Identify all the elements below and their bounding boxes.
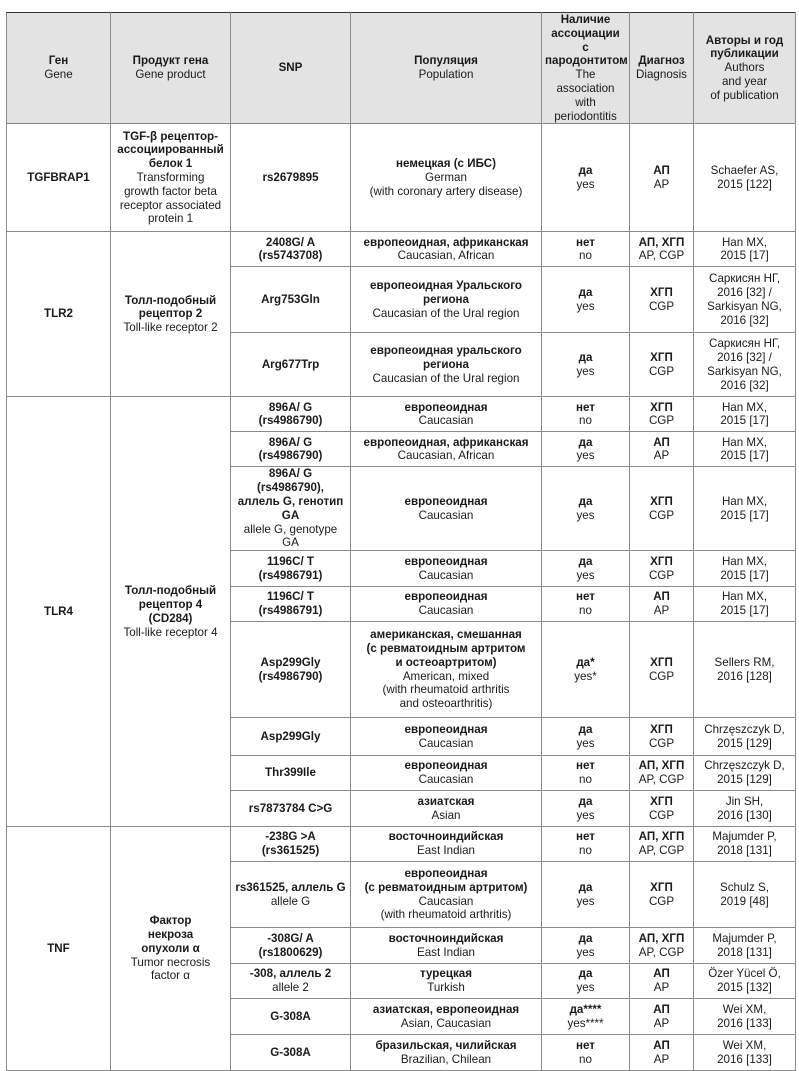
header-association: Наличие ассоциации с пародонтитом The association with periodontitis (542, 13, 630, 124)
snp-cell: Asp299Gly (231, 718, 351, 756)
population-cell: американская, смешанная (с ревматоидным артритом и остеоартритом) American, mixed (with rheumatoid arthritis and osteoarthritis) (351, 622, 542, 718)
header-snp: SNP (231, 13, 351, 124)
authors-cell: Саркисян НГ, 2016 [32] / Sarkisyan NG, 2016 [32] (694, 333, 796, 397)
population-cell: европеоидная Caucasian (351, 397, 542, 432)
association-cell: да yes (542, 791, 630, 827)
population-cell: азиатская, европеоидная Asian, Caucasian (351, 999, 542, 1035)
snp-cell: rs7873784 C>G (231, 791, 351, 827)
snp-cell: 896A/ G (rs4986790), аллель G, генотип GA allele G, genotype GA (231, 467, 351, 551)
product-cell-tlr2: Толл-подобный рецептор 2 Toll-like receptor 2 (111, 232, 231, 397)
authors-cell: Majumder P, 2018 [131] (694, 827, 796, 862)
gene-cell-tnf: TNF (7, 827, 111, 1071)
association-cell: да* yes* (542, 622, 630, 718)
authors-cell: Wei XM, 2016 [133] (694, 1035, 796, 1071)
population-cell: европеоидная Caucasian (351, 467, 542, 551)
header-population: Популяция Population (351, 13, 542, 124)
header-gene: Ген Gene (7, 13, 111, 124)
authors-cell: Саркисян НГ, 2016 [32] / Sarkisyan NG, 2016 [32] (694, 267, 796, 333)
snp-cell: rs2679895 (231, 124, 351, 232)
diagnosis-cell: ХГП CGP (630, 333, 694, 397)
diagnosis-cell: ХГП CGP (630, 467, 694, 551)
association-cell: нет no (542, 756, 630, 791)
population-cell: европеоидная Caucasian (351, 718, 542, 756)
snp-cell: Thr399Ile (231, 756, 351, 791)
association-cell: нет no (542, 587, 630, 622)
diagnosis-cell: ХГП CGP (630, 267, 694, 333)
association-cell: да**** yes**** (542, 999, 630, 1035)
association-cell: нет no (542, 397, 630, 432)
diagnosis-cell: ХГП CGP (630, 397, 694, 432)
association-cell: да yes (542, 862, 630, 928)
population-cell: азиатская Asian (351, 791, 542, 827)
association-cell: да yes (542, 432, 630, 467)
population-cell: турецкая Turkish (351, 964, 542, 999)
diagnosis-cell: ХГП CGP (630, 718, 694, 756)
population-cell: восточноиндийская East Indian (351, 928, 542, 964)
snp-cell: -308G/ A (rs1800629) (231, 928, 351, 964)
association-cell: да yes (542, 718, 630, 756)
authors-cell: Schulz S, 2019 [48] (694, 862, 796, 928)
association-cell: да yes (542, 333, 630, 397)
table-row (7, 124, 796, 232)
diagnosis-cell: АП AP (630, 124, 694, 232)
snp-cell: G-308A (231, 999, 351, 1035)
authors-cell: Jin SH, 2016 [130] (694, 791, 796, 827)
authors-cell: Han MX, 2015 [17] (694, 587, 796, 622)
diagnosis-cell: ХГП CGP (630, 622, 694, 718)
association-cell: да yes (542, 467, 630, 551)
table-row (7, 397, 796, 432)
diagnosis-cell: АП AP (630, 999, 694, 1035)
authors-cell: Schaefer AS, 2015 [122] (694, 124, 796, 232)
authors-cell: Özer Yücel Ö, 2015 [132] (694, 964, 796, 999)
population-cell: европеоидная Caucasian (351, 587, 542, 622)
diagnosis-cell: АП AP (630, 964, 694, 999)
snp-cell: G-308A (231, 1035, 351, 1071)
gene-snp-table (6, 12, 796, 1071)
authors-cell: Han MX, 2015 [17] (694, 551, 796, 587)
association-cell: да yes (542, 551, 630, 587)
snp-cell: 896A/ G (rs4986790) (231, 397, 351, 432)
snp-cell: -238G >A (rs361525) (231, 827, 351, 862)
diagnosis-cell: АП, ХГП AP, CGP (630, 756, 694, 791)
authors-cell: Han MX, 2015 [17] (694, 467, 796, 551)
authors-cell: Han MX, 2015 [17] (694, 232, 796, 267)
association-cell: нет no (542, 1035, 630, 1071)
snp-cell: 896A/ G (rs4986790) (231, 432, 351, 467)
association-cell: да yes (542, 267, 630, 333)
header-authors: Авторы и год публикации Authors and year of publication (694, 13, 796, 124)
product-cell-tlr4: Толл-подобный рецептор 4 (CD284) Toll-like receptor 4 (111, 397, 231, 827)
snp-cell: Asp299Gly (rs4986790) (231, 622, 351, 718)
diagnosis-cell: АП AP (630, 432, 694, 467)
snp-cell: 1196C/ T (rs4986791) (231, 551, 351, 587)
gene-cell-tlr2: TLR2 (7, 232, 111, 397)
authors-cell: Chrzęszczyk D, 2015 [129] (694, 756, 796, 791)
diagnosis-cell: ХГП CGP (630, 551, 694, 587)
population-cell: европеоидная Уральского региона Caucasian of the Ural region (351, 267, 542, 333)
authors-cell: Han MX, 2015 [17] (694, 432, 796, 467)
gene-cell-tgfbrap1: TGFBRAP1 (7, 124, 111, 232)
diagnosis-cell: АП AP (630, 1035, 694, 1071)
authors-cell: Han MX, 2015 [17] (694, 397, 796, 432)
population-cell: европеоидная Caucasian (351, 756, 542, 791)
product-cell-tnf: Фактор некроза опухоли α Tumor necrosis factor α (111, 827, 231, 1071)
header-diagnosis: Диагноз Diagnosis (630, 13, 694, 124)
snp-cell: Arg753Gln (231, 267, 351, 333)
gene-cell-tlr4: TLR4 (7, 397, 111, 827)
table-row (7, 232, 796, 267)
population-cell: немецкая (с ИБС) German (with coronary artery disease) (351, 124, 542, 232)
diagnosis-cell: АП, ХГП AP, CGP (630, 232, 694, 267)
snp-cell: 2408G/ A (rs5743708) (231, 232, 351, 267)
diagnosis-cell: АП, ХГП AP, CGP (630, 928, 694, 964)
diagnosis-cell: АП AP (630, 587, 694, 622)
table-row (7, 827, 796, 862)
product-cell-tgfbrap1: TGF-β рецептор- ассоциированный белок 1 Transforming growth factor beta receptor associated protein 1 (111, 124, 231, 232)
population-cell: восточноиндийская East Indian (351, 827, 542, 862)
association-cell: нет no (542, 827, 630, 862)
association-cell: да yes (542, 124, 630, 232)
snp-cell: -308, аллель 2 allele 2 (231, 964, 351, 999)
snp-cell: rs361525, аллель G allele G (231, 862, 351, 928)
association-cell: да yes (542, 964, 630, 999)
association-cell: нет no (542, 232, 630, 267)
population-cell: европеоидная (с ревматоидным артритом) Caucasian (with rheumatoid arthritis) (351, 862, 542, 928)
authors-cell: Chrzęszczyk D, 2015 [129] (694, 718, 796, 756)
header-product: Продукт гена Gene product (111, 13, 231, 124)
population-cell: европеоидная уральского региона Caucasian of the Ural region (351, 333, 542, 397)
diagnosis-cell: ХГП CGP (630, 862, 694, 928)
population-cell: европеоидная Caucasian (351, 551, 542, 587)
diagnosis-cell: АП, ХГП AP, CGP (630, 827, 694, 862)
table-header-row (7, 13, 796, 124)
authors-cell: Sellers RM, 2016 [128] (694, 622, 796, 718)
diagnosis-cell: ХГП CGP (630, 791, 694, 827)
authors-cell: Majumder P, 2018 [131] (694, 928, 796, 964)
authors-cell: Wei XM, 2016 [133] (694, 999, 796, 1035)
population-cell: европеоидная, африканская Caucasian, African (351, 432, 542, 467)
population-cell: европеоидная, африканская Caucasian, African (351, 232, 542, 267)
snp-cell: 1196C/ T (rs4986791) (231, 587, 351, 622)
association-cell: да yes (542, 928, 630, 964)
snp-cell: Arg677Trp (231, 333, 351, 397)
population-cell: бразильская, чилийская Brazilian, Chilean (351, 1035, 542, 1071)
